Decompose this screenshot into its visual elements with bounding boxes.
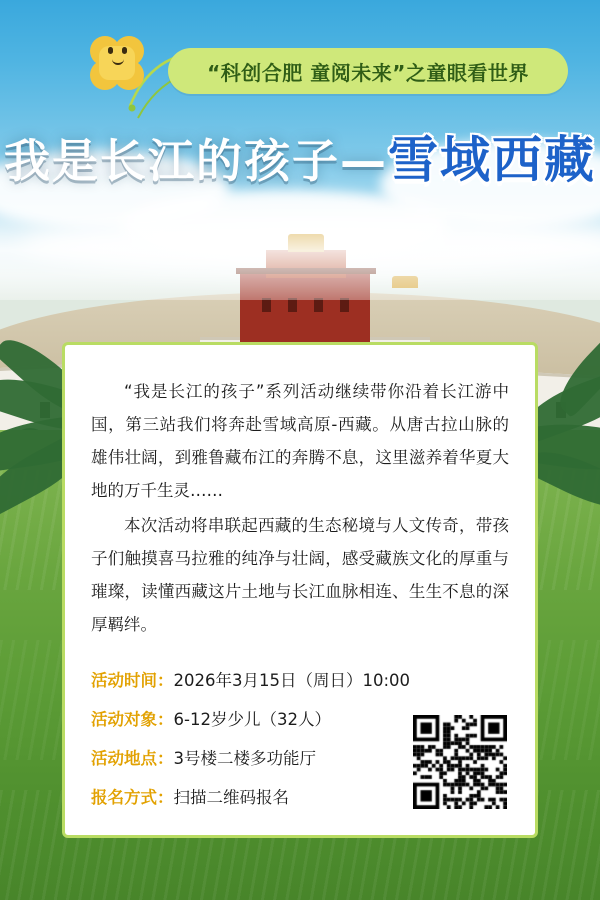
event-details-list bbox=[91, 667, 411, 823]
palace-window bbox=[340, 298, 349, 312]
event-location-label: 活动地点： bbox=[91, 749, 174, 768]
registration-value: 扫描二维码报名 bbox=[173, 788, 289, 807]
flower-mascot-icon bbox=[86, 34, 148, 96]
event-audience-label: 活动对象： bbox=[91, 710, 174, 729]
event-detail-row bbox=[91, 784, 391, 808]
registration-label: 报名方式： bbox=[91, 788, 174, 807]
qr-code[interactable] bbox=[413, 715, 507, 809]
event-detail-row bbox=[91, 667, 411, 691]
event-audience-value: 6-12岁少儿（32人） bbox=[173, 710, 331, 729]
palace-window bbox=[288, 298, 297, 312]
title-part-one: 我是长江的孩子— bbox=[4, 134, 388, 188]
content-card bbox=[62, 342, 538, 838]
event-location-value: 3号楼二楼多功能厅 bbox=[173, 749, 316, 768]
atmospheric-haze bbox=[0, 190, 600, 300]
subtitle-ribbon bbox=[168, 48, 568, 94]
title-part-two: 雪域西藏 bbox=[388, 131, 596, 189]
palace-window bbox=[314, 298, 323, 312]
page-title bbox=[0, 120, 600, 192]
body-paragraph-1: “我是长江的孩子”系列活动继续带你沿着长江游中国，第三站我们将奔赴雪域高原-西藏。从唐古拉山脉的雄伟壮阔，到雅鲁藏布江的奔腾不息，这里滋养着华夏大地的万千生灵…… bbox=[91, 382, 509, 500]
event-time-value: 2026年3月15日（周日）10:00 bbox=[173, 671, 411, 690]
subtitle-text: “科创合肥 童阅未来”之童眼看世界 bbox=[207, 60, 529, 85]
event-detail-row bbox=[91, 706, 391, 730]
event-detail-row bbox=[91, 745, 391, 769]
palace-window bbox=[262, 298, 271, 312]
body-paragraph-2: 本次活动将串联起西藏的生态秘境与人文传奇，带孩子们触摸喜马拉雅的纯净与壮阔，感受藏族文化的厚重与璀璨，读懂西藏这片土地与长江血脉相连、生生不息的深厚羁绊。 bbox=[91, 516, 509, 634]
event-time-label: 活动时间： bbox=[91, 671, 174, 690]
